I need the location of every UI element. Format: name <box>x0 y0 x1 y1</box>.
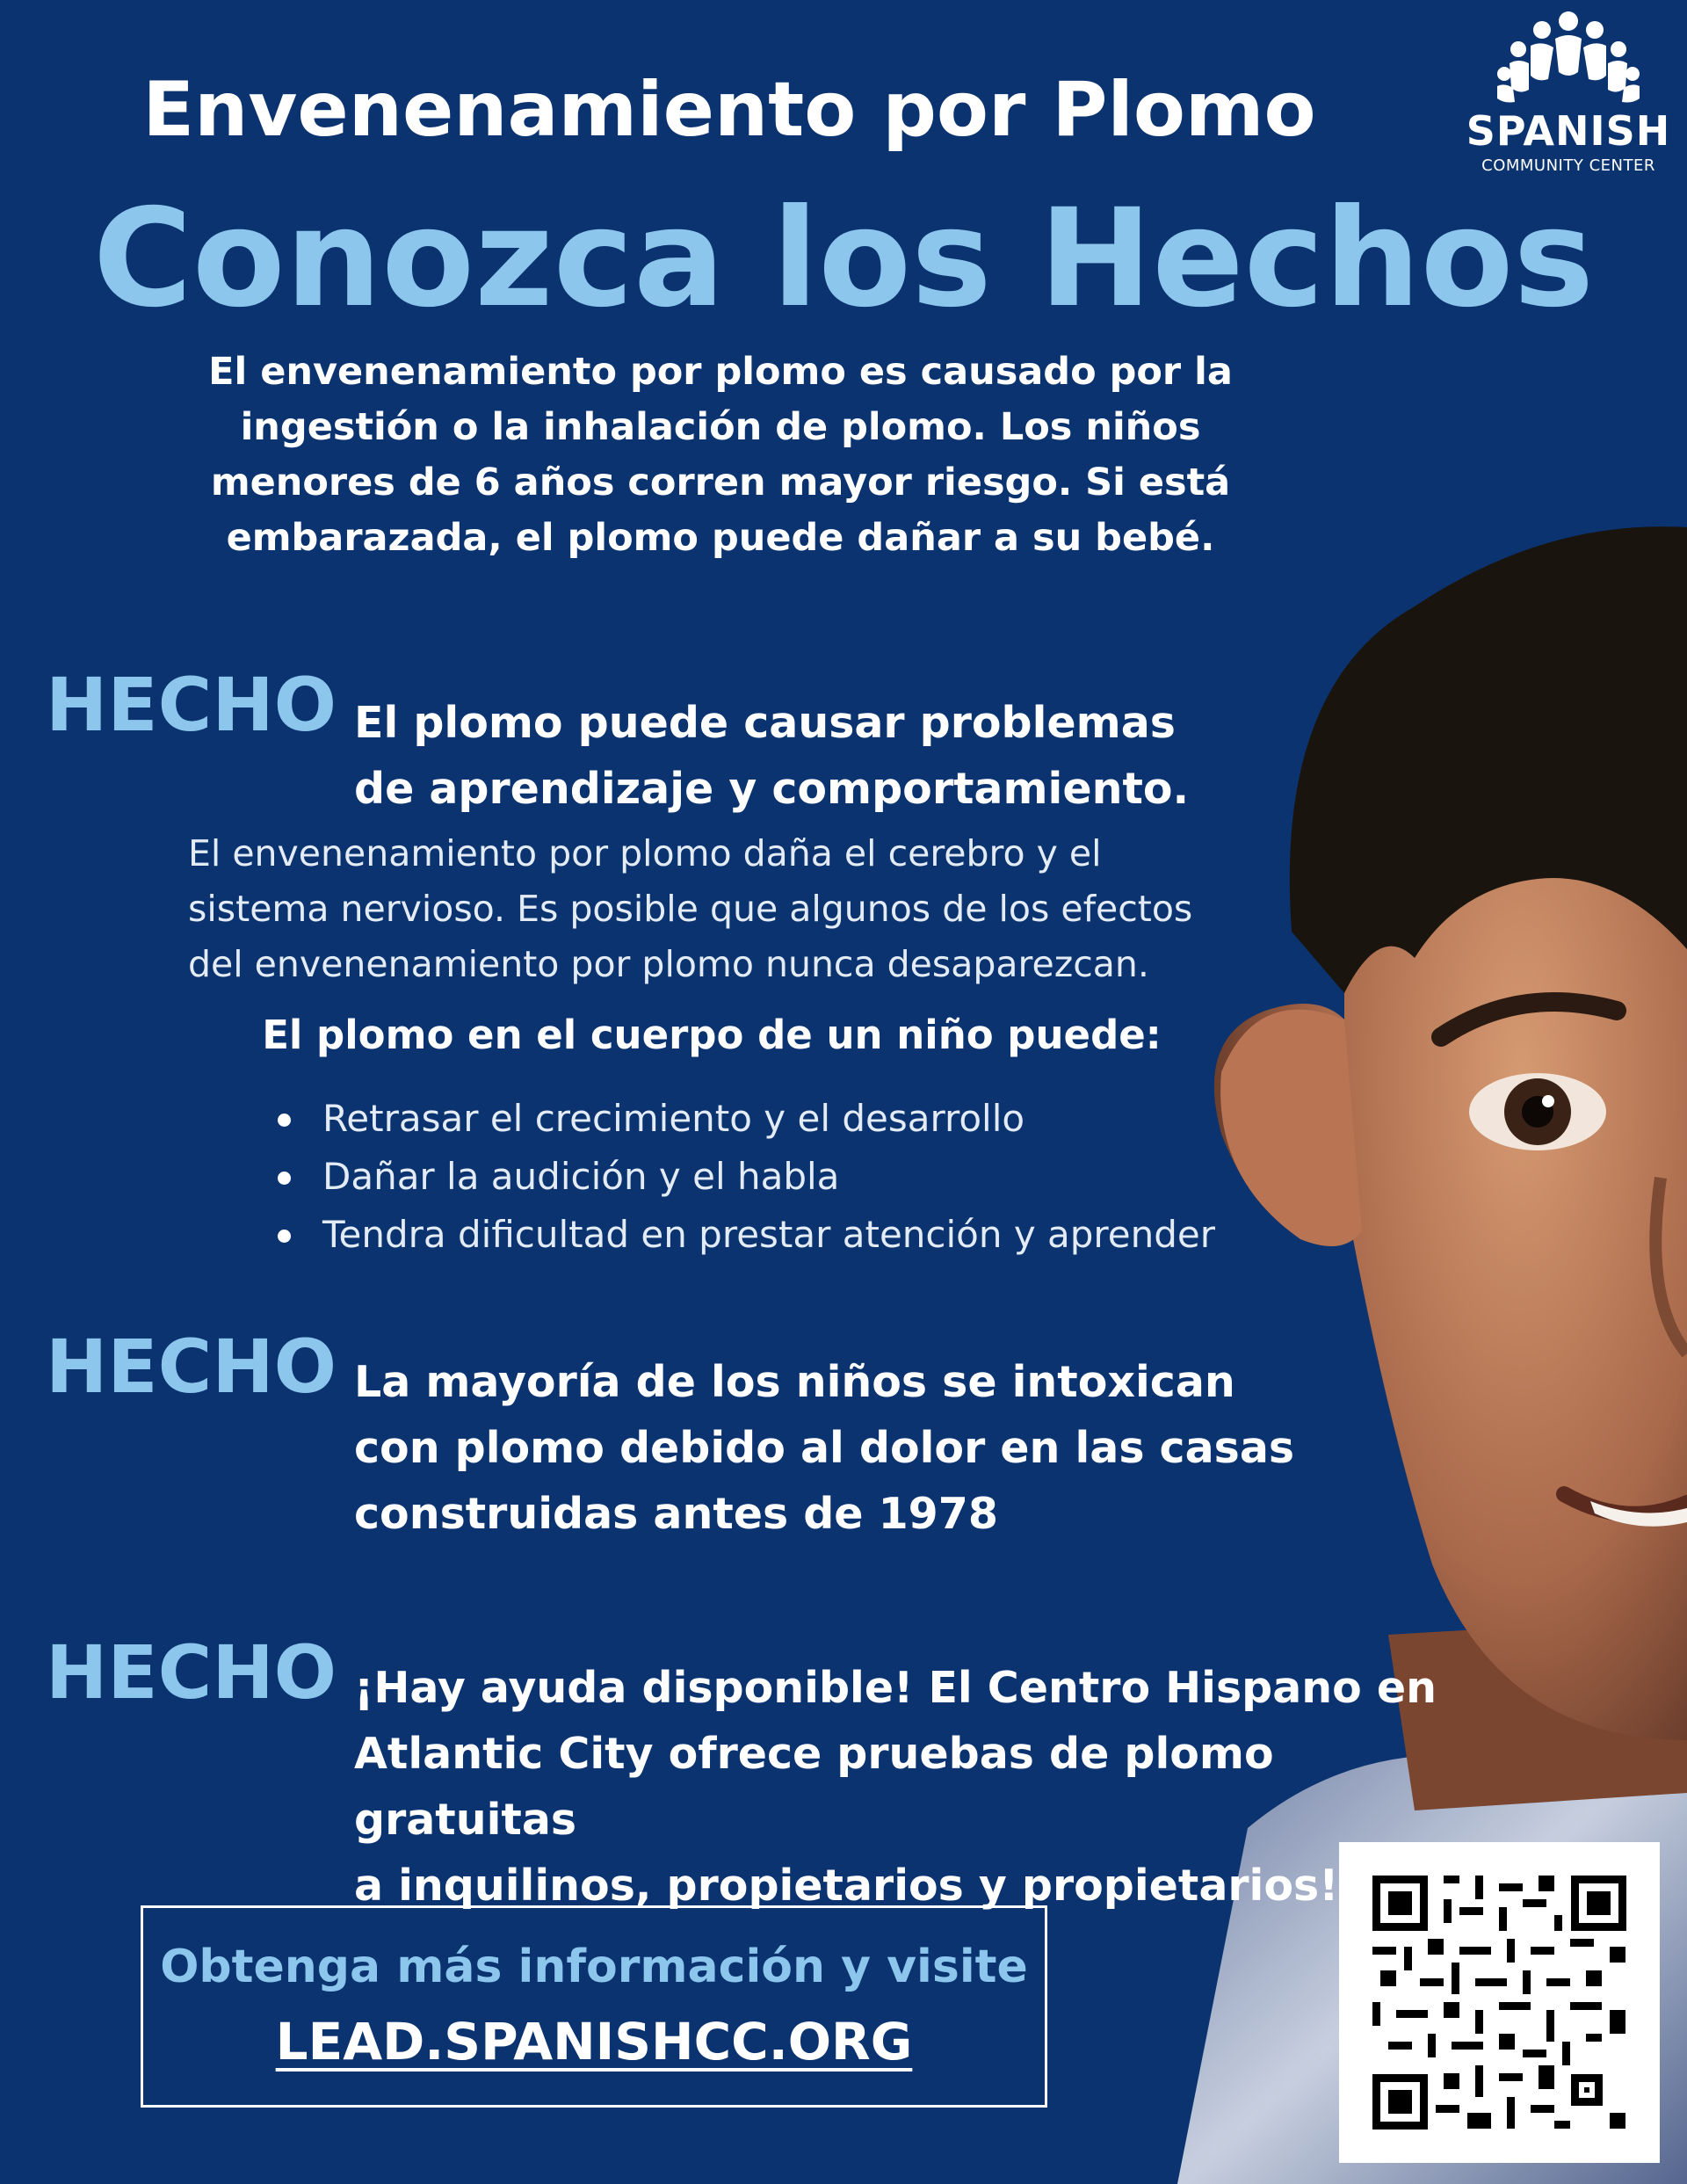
intro-paragraph: El envenenamiento por plomo es causado por la ingestión o la inhalación de plomo. Los niños menores de 6 años corren mayor riesgo. Si está embarazada, el plomo puede dañar a su bebé. <box>208 350 1233 560</box>
fact-body-line: del envenenamiento por plomo nunca desaparezcan. <box>188 943 1149 985</box>
list-item: Retrasar el crecimiento y el desarrollo <box>272 1090 1215 1148</box>
fact-headline-line: ¡Hay ayuda disponible! El Centro Hispano en <box>354 1663 1437 1713</box>
fact-label-1: HECHO <box>46 662 337 748</box>
qr-code-icon <box>1372 1876 1626 2130</box>
fact-label-3: HECHO <box>46 1629 337 1716</box>
people-circle-logo-icon <box>1494 11 1643 105</box>
fact-headline-line: a inquilinos, propietarios y propietarios! <box>354 1861 1339 1911</box>
logo-name: SPANISH <box>1466 107 1671 155</box>
fact-headline-line: Atlantic City ofrece pruebas de plomo gratuitas <box>354 1729 1274 1845</box>
spanish-community-center-logo <box>1459 11 1678 182</box>
cta-text: Obtenga más información y visite <box>160 1941 1028 1993</box>
call-to-action-box <box>141 1905 1047 2108</box>
page-title: Envenenamiento por Plomo <box>142 66 1316 154</box>
fact-headline-3 <box>354 1655 1496 1919</box>
fact-body-line: El envenenamiento por plomo daña el cerebro y el <box>188 832 1102 874</box>
fact-headline-line: El plomo puede causar problemas <box>354 698 1176 748</box>
fact-headline-line: La mayoría de los niños se intoxican <box>354 1357 1235 1407</box>
effects-heading: El plomo en el cuerpo de un niño puede: <box>262 1012 1162 1058</box>
list-item: Tendra dificultad en prestar atención y aprender <box>272 1206 1215 1264</box>
fact-headline-line: con plomo debido al dolor en las casas <box>354 1423 1295 1473</box>
qr-code[interactable] <box>1339 1842 1660 2163</box>
fact-headline-line: construidas antes de 1978 <box>354 1489 998 1539</box>
fact-headline-1 <box>354 690 1496 822</box>
fact-headline-2 <box>354 1349 1496 1547</box>
effects-list <box>272 1090 1215 1264</box>
page-subtitle: Conozca los Hechos <box>92 180 1595 337</box>
logo-subtitle: COMMUNITY CENTER <box>1481 156 1655 175</box>
fact-body-1 <box>188 826 1242 992</box>
website-link-text[interactable]: LEAD.SPANISHCC.ORG <box>275 2012 913 2072</box>
fact-body-line: sistema nervioso. Es posible que algunos de los efectos <box>188 888 1193 930</box>
list-item: Dañar la audición y el habla <box>272 1148 1215 1206</box>
fact-headline-line: de aprendizaje y comportamiento. <box>354 764 1190 814</box>
fact-label-2: HECHO <box>46 1324 337 1410</box>
website-link[interactable] <box>143 2006 1045 2077</box>
